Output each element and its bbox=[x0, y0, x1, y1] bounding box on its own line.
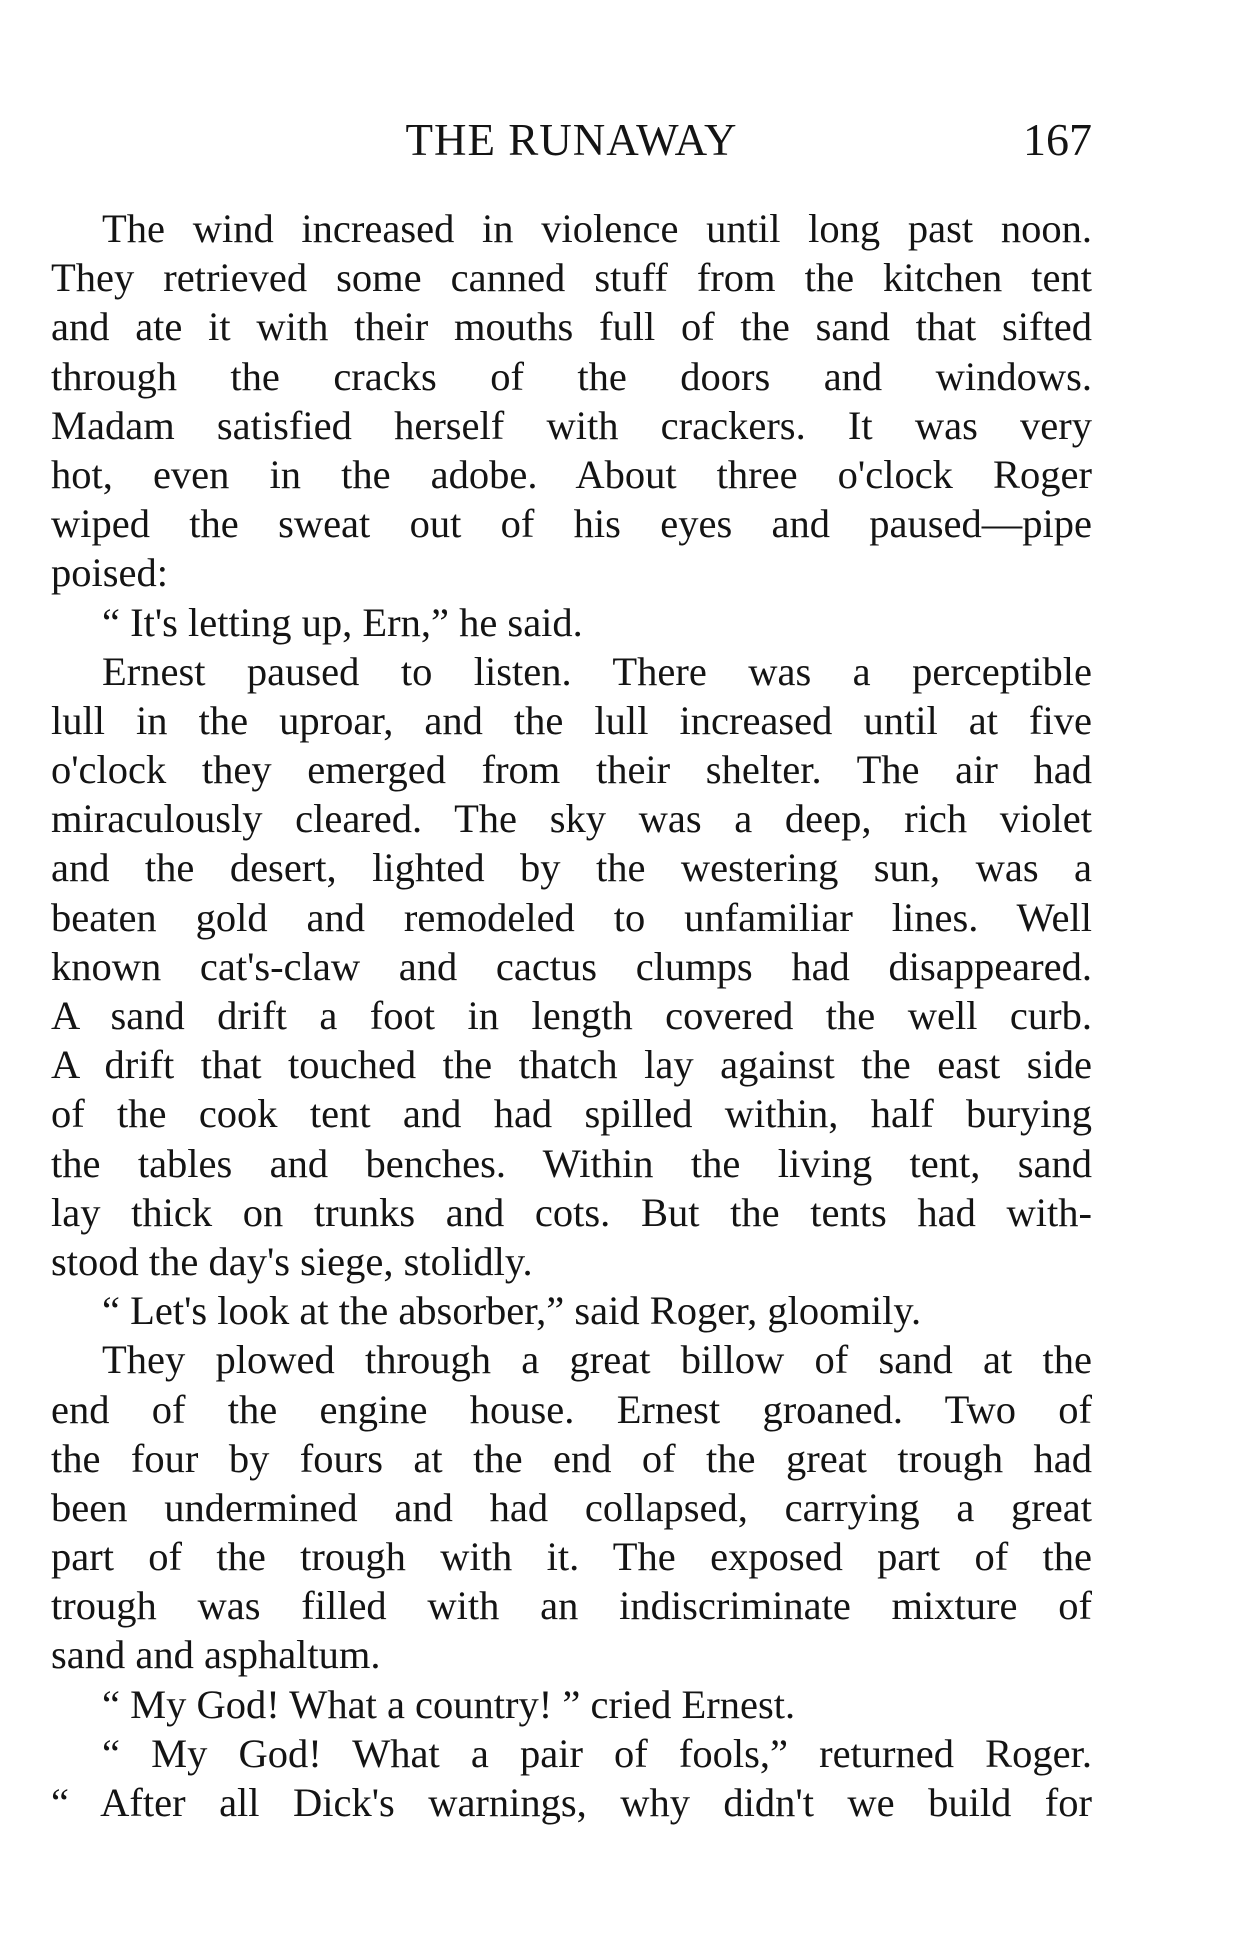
text-line: trough was filled with an indiscriminate mixture of bbox=[51, 1583, 1092, 1629]
text-line: “ It's letting up, Ern,” he said. bbox=[102, 599, 583, 645]
text-line: poised: bbox=[51, 550, 168, 596]
text-line: “ Let's look at the absorber,” said Roger, gloomily. bbox=[102, 1288, 922, 1334]
text-line: They plowed through a great billow of sand at the bbox=[102, 1337, 1092, 1383]
text-line: miraculously cleared. The sky was a deep, rich violet bbox=[51, 796, 1092, 842]
text-line: beaten gold and remodeled to unfamiliar lines. Well bbox=[51, 894, 1092, 940]
text-line: A drift that touched the thatch lay against the east side bbox=[51, 1042, 1092, 1088]
text-line: sand and asphaltum. bbox=[51, 1632, 381, 1678]
text-line: “ My God! What a country! ” cried Ernest. bbox=[102, 1681, 796, 1727]
text-line: lull in the uproar, and the lull increased until at five bbox=[51, 697, 1092, 743]
text-line: the tables and benches. Within the living tent, sand bbox=[51, 1140, 1092, 1186]
running-title: THE RUNAWAY bbox=[405, 115, 738, 165]
text-line: They retrieved some canned stuff from the kitchen tent bbox=[51, 255, 1092, 301]
text-line: stood the day's siege, stolidly. bbox=[51, 1238, 533, 1284]
text-line: end of the engine house. Ernest groaned. Two of bbox=[51, 1386, 1092, 1432]
text-line: Ernest paused to listen. There was a perceptible bbox=[102, 648, 1092, 694]
text-line: The wind increased in violence until long past noon. bbox=[102, 206, 1092, 251]
text-line: and ate it with their mouths full of the sand that sifted bbox=[51, 304, 1092, 350]
text-line: known cat's-claw and cactus clumps had disappeared. bbox=[51, 943, 1092, 989]
text-line: lay thick on trunks and cots. But the tents had with- bbox=[51, 1189, 1092, 1235]
text-line: through the cracks of the doors and windows. bbox=[51, 353, 1092, 399]
text-line: A sand drift a foot in length covered the well curb. bbox=[51, 993, 1092, 1038]
text-line: of the cook tent and had spilled within, half burying bbox=[51, 1091, 1092, 1137]
body-text bbox=[51, 204, 1092, 1827]
text-line: been undermined and had collapsed, carrying a great bbox=[51, 1484, 1092, 1530]
page-number: 167 bbox=[1023, 114, 1092, 165]
text-line: wiped the sweat out of his eyes and paused—pipe bbox=[51, 501, 1092, 547]
text-line: “ After all Dick's warnings, why didn't we build for bbox=[51, 1780, 1092, 1825]
text-line: hot, even in the adobe. About three o'clock Roger bbox=[51, 451, 1092, 497]
page-header bbox=[51, 112, 1092, 168]
text-line: “ My God! What a pair of fools,” returned Roger. bbox=[102, 1730, 1092, 1776]
text-line: part of the trough with it. The exposed part of the bbox=[51, 1534, 1092, 1580]
text-line: Madam satisfied herself with crackers. It was very bbox=[51, 402, 1092, 448]
text-line: and the desert, lighted by the westering sun, was a bbox=[51, 845, 1092, 891]
text-line: o'clock they emerged from their shelter. The air had bbox=[51, 747, 1092, 793]
text-line: the four by fours at the end of the great trough had bbox=[51, 1435, 1092, 1481]
